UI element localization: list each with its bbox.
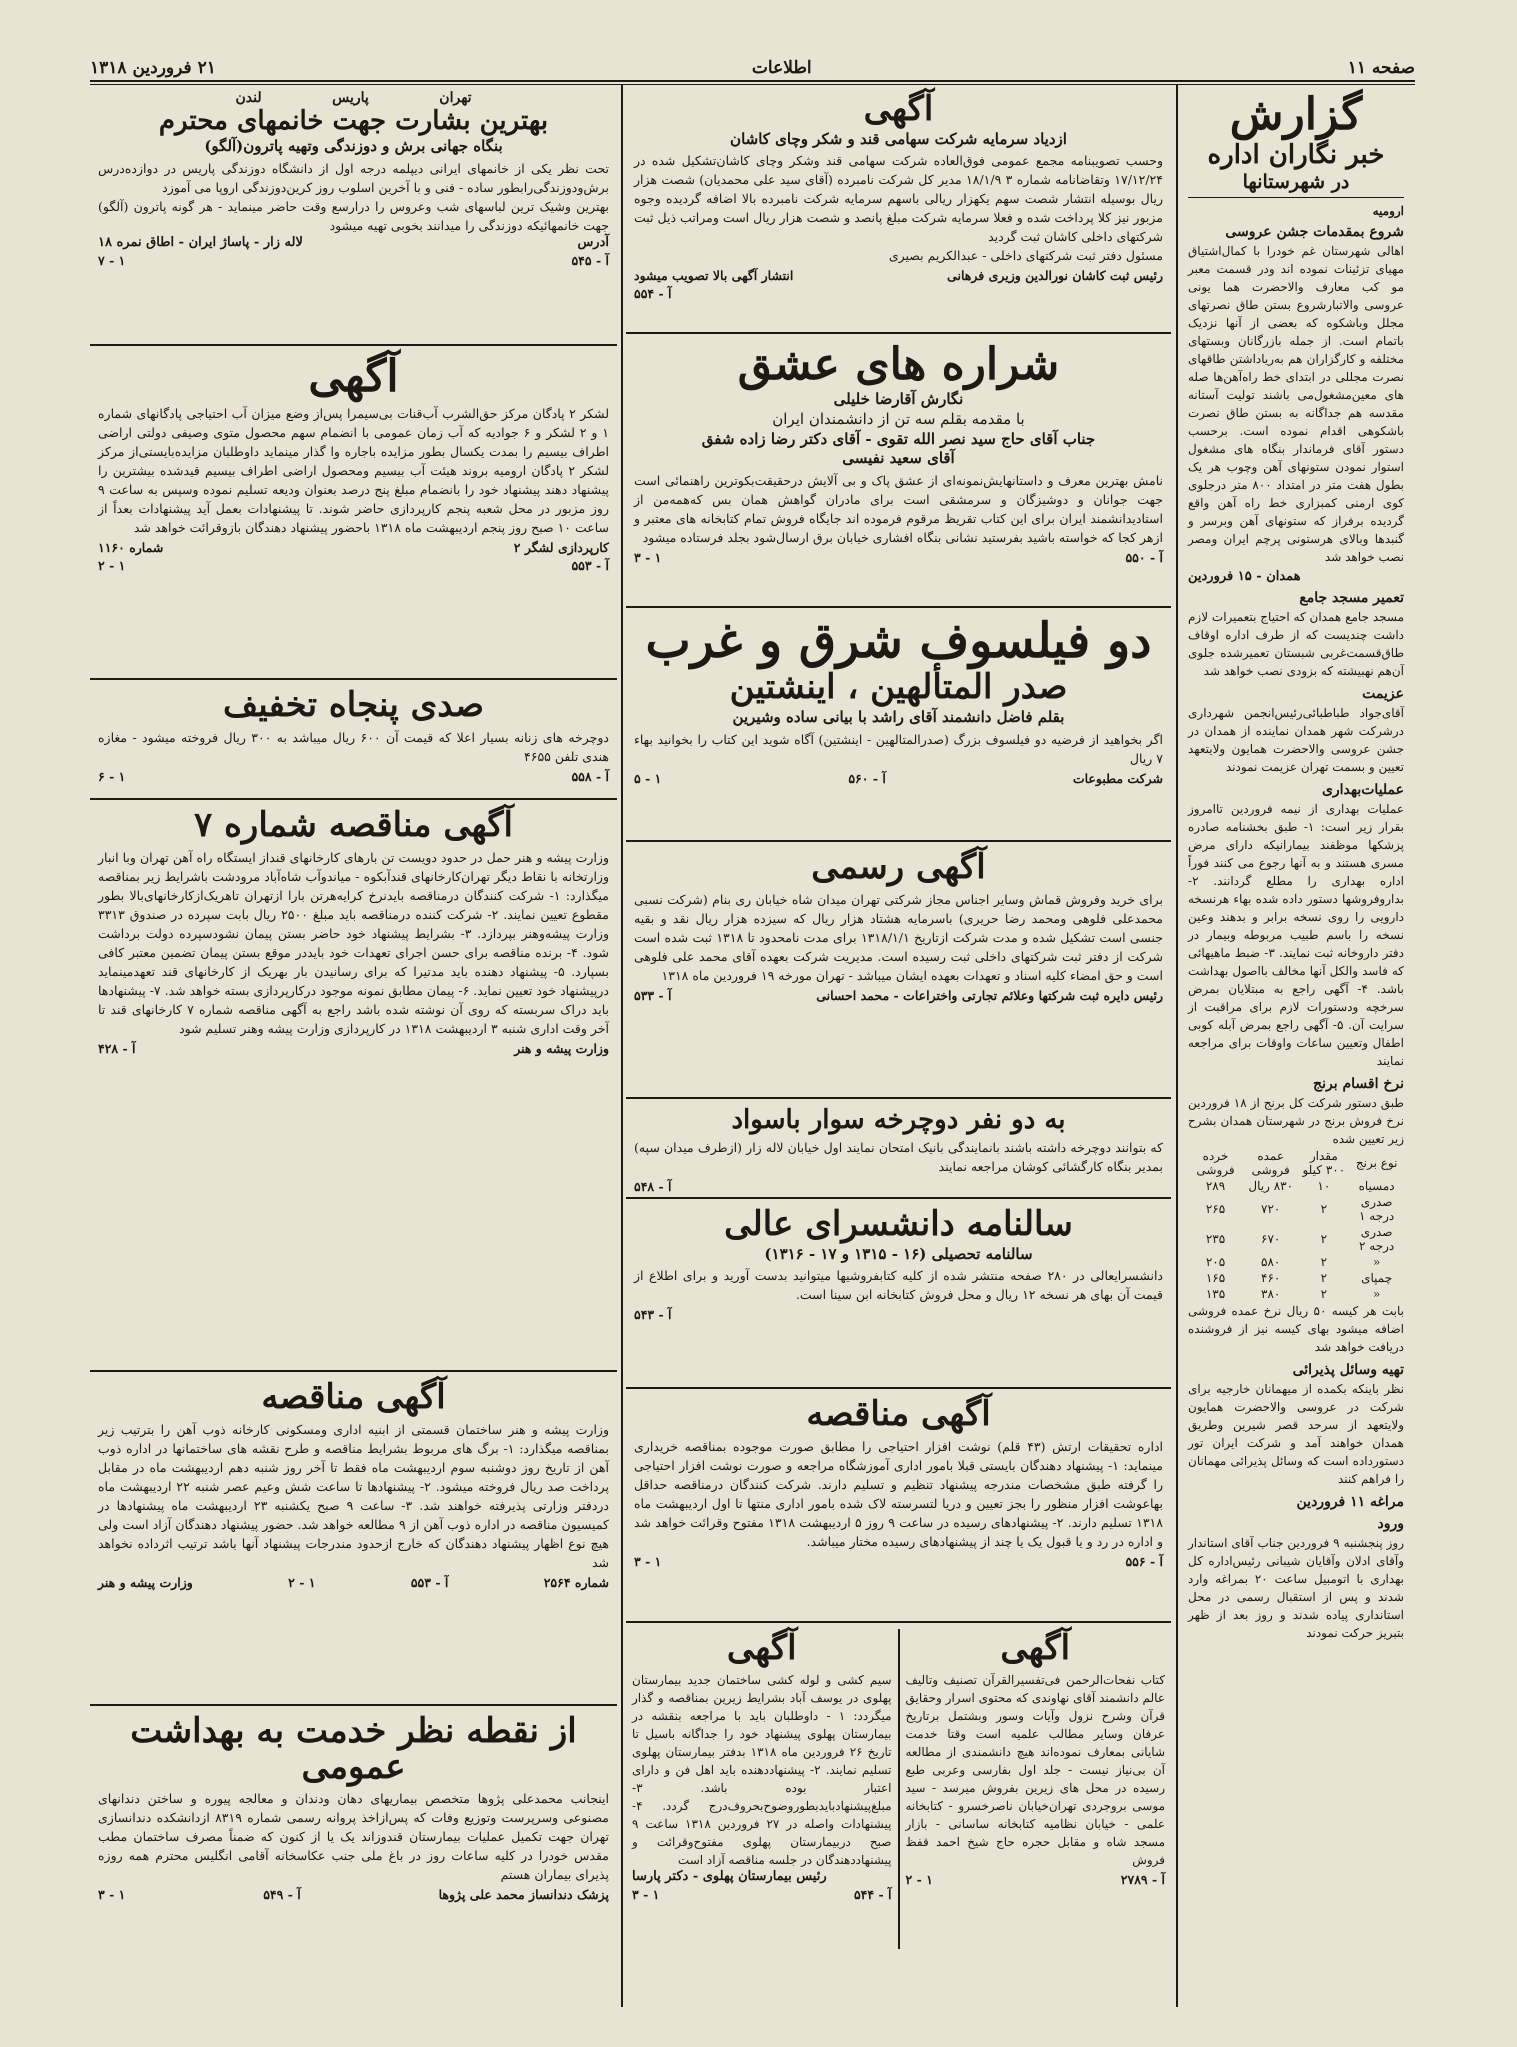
ad-body: لشکر ۲ پادگان مرکز حق‌الشرب آب‌قنات بی‌سیمرا پس‌از وضع میزان آب احتیاجی پادگانهای شماره ۱ و ۲ لشکر و ۶ جوادیه که آب زمان عمومی با انضمام سهم محصول متوی وصیفی دولتی اراضی اطراف بیسیم را بمدت یکسال بطور مزایده باجاره وا گذار مینماید داوطلبان مزایده‌بایستی‌از مرکز لشکر ۲ پادگان ارومیه بروند هیئت آب بیسیم ومحصول اراضی اطراف بیسیم قیدشده بیشترین را پیشنهاد دهند پیشنهاد خود را بانضمام مبلغ پنج درصد بعنوان ودیعه تسلیم نموده وسپس به ساعت ۹ روز مزبور در محل شعبه پنجم کارپردازی حاضر شوند. تا پیشنهادات بعمل آید پیشنهادات بعداً از ساعت ۱۰ صبح روز پنجم اردیبهشت ماه ۱۳۱۸ باحضور پیشنهاد دهندگان بازوقرائت خواهد شد [98,406,610,536]
ad-code: آ - ۵۴۵ [571,253,609,269]
location-tag: ارومیه [1372,204,1404,219]
ad-codes [632,1887,892,1902]
address: لاله زار - پاساژ ایران - اطاق نمره ۱۸ [98,235,303,251]
table-cell: ۶۷۰ [1261,1232,1281,1247]
table-cell: « [1372,1287,1381,1302]
table-cell: ۱۳۵ [1205,1287,1226,1302]
ad-code: آ - ۵۴۸ [634,1179,672,1195]
bottom-split [626,1623,1171,1949]
page-label: صفحه ۱۱ [1347,58,1415,78]
ad-code-2: ۱ - ۳ [632,1886,660,1902]
report-title: گزارش [1229,89,1363,140]
ad-body: دانشسرایعالی در ۲۸۰ صفحه منتشر شده از کلیه کتابفروشیها میتوانید بدست آورید و برای اطلاع از قیمت آن بهای هر نسخه ۱۲ ریال و محل فروش کتابخانه ابن سینا است. [634,1268,1163,1303]
ad-code: آ - ۵۵۰ [1125,550,1163,566]
army-tender-ad [626,1389,1171,1623]
ad-signature: رئیس ثبت کاشان نورالدین وزیری فرهانی [947,268,1163,284]
ad-codes [634,1554,1163,1569]
ad-body: سیم کشی و لوله کشی ساختمان جدید بیمارستان پهلوی در یوسف آباد بشرایط زیرین بمناقصه و گذار میگردد: ۱ - داوطلبان باید با مراجعه بنقشه در بیمارستان پهلوی پیشنهاد خود را جداگانه باسیل تا تاریخ ۲۶ فروردین ماه ۱۳۱۸ بدفتر بیمارستان پهلوی تسلیم نمایند. ۲- پیشنهاددهنده باید اهل فن و دارای اعتبار بوده باشد. ۳- مبلغ‌پیشنهادباید‌بطوروضوح‌بحروف‌درج گردد. ۴- پیشنهادات واصله در ۲۷ فروردین ۱۳۱۸ ساعت ۹ صبح دربیمارستان پهلوی مفتوح‌وقرائت و پیشنهاددهندگان در جلسه مناقصه آزاد است [632,1672,892,1867]
ad-body: کتاب نفحات‌الرحمن فی‌تفسیرالقرآن تصنیف وتالیف عالم دانشمند آقای نهاوندی که محتوی اسرار وحقایق قرآن وشرح نزول وآیات وسور وبشتمل برتاریخ عرفان وسایر مطالب علمیه است وقتا خدمت شایانی بمعارف نموده‌اند هیچ دانشمندی از مطالعه آن بی‌نیاز نیست - جلد اول بفارسی وعربی طبع رسیده در محل های زیرین بفروش میرسد - سید موسی بروجردی تهران‌خیابان ناصرخسرو - کتابخانه علمی - خیابان نظامیه کتابخانه ساسانی - بازار مسجد شاه و مقابل حجره حاج شیخ احمد قفظ فروش [905,1672,1165,1867]
report-section [1180,84,1412,1646]
hamadan-dateline: همدان - ۱۵ فروردین [1188,569,1301,585]
ad-footer [634,988,1163,1003]
city-name: لندن [235,90,262,106]
city-name: تهران [439,90,472,106]
ad-body: نامش بهترین معرف و داستانهایش‌نمونه‌ای از عشق پاک و بی آلایش درحقیقت‌بکوترین راهنمائی است جهت جوانان و دوشیزگان و سرمشقی است برای مادران گواهش همان بس که‌همه‌من از استادیدانشمند ایران برای این کتاب تقریظ مرقوم فرموده اند جا‌یگاه فروش تمام کتابخانه های معتبر و ازهر کجا که خواسته باشید بفرستید نشانی بنگاه افشاری خیابان برق ارسال‌شود بجلد فرستاده میشود [634,473,1163,546]
table-cell: ۱۰ [1317,1179,1331,1194]
table-row [1188,1270,1404,1286]
ad-codes [634,550,1163,565]
table-cell: ۲۸۹ [1205,1179,1226,1194]
ad-code: آ - ۵۴۴ [853,1886,892,1902]
tandem-bicycle-ad [626,1099,1171,1199]
departure-text: آقای‌جواد طباطبائی‌رئیس‌انجمن شهرداری درشرکت شهر همدان نماینده از همدان در جشن عروسی والاحضرت همایون ولایتعهد تعیین و بسمت تهران عزیمت نمودند [1188,706,1404,775]
ad-code-2: ۱ - ۲ [905,1871,933,1887]
ad-code: آ - ۵۵۴ [634,286,672,302]
yearbook-ad [626,1199,1171,1389]
ad-codes [634,1179,1163,1194]
ad-code: آ - ۴۲۸ [98,1040,136,1056]
address-line [98,235,609,250]
ad-title: شراره های عشق [737,339,1060,390]
ad-title: صدی پنجاه تخفیف [223,685,484,725]
health-heading: عملیات‌بهداری [1321,782,1404,799]
rice-text: طبق دستور شرکت کل برنج از ۱۸ فروردین نرخ فروش برنج در شهرستان همدان بشرح زیر تعیین شده [1188,1096,1404,1147]
tailoring-ad [90,84,617,346]
two-philosophers-ad [626,608,1171,842]
ad-code: آ - ۵۵۶ [1125,1553,1163,1569]
ad-code: آ - ۵۵۳ [571,558,609,574]
ad-title: آگهی مناقصه [806,1394,991,1434]
paper-name: اطلاعات [751,58,812,78]
ad-code-2: ۱ - ۳ [634,1553,662,1569]
ad-codes [634,286,1163,301]
ad-body: تحت نظر یکی از خانمهای ایرانی دیپلمه درجه اول از دانشگاه دوزندگی پاریس در دوازده‌درس برش‌ودوزندگی‌را‌بطور ساده - فنی و با آخرین اسلوب روز کرین‌دوزندگی اروپا می آموزد [98,161,609,196]
ad-body: برای خرید وفروش قماش وسایر اجناس مجاز شرکتی تهران میدان شاه خیابان ری بنام (شرکت نسبی محمدعلی فلوهی ومحمد رضا حریری) باسرمایه هشتاد هزار ریال که سیزده هزار ریال نقد و بقیه جنسی است تشکیل شده و مدت شرکت ازتاریخ ۱۳۱۸/۱/۱ برای مدت نامحدود تا ۱۳۱۸ ثبت شده است شرکت از دفتر ثبت شرکتهای داخلی ثبت رسیده است. مدیریت شرکت بعهده آقای محمد علی فلوهی است و حق امضاء کلیه اسناد و تعهدات بعهده ایشان میباشد - تهران مورخه ۱۹ فروردین ماه ۱۳۱۸ [634,891,1163,983]
ad-number: شماره ۱۱۶۰ [98,540,164,556]
table-row [1188,1178,1404,1194]
ad-body: اینجانب محمدعلی پژوها متخصص بیماریهای دهان ودندان و معالجه پیوره و ساختن دندانهای مصنوعی وسرپرست وتوزیع وفات که پس‌ازاخذ پروانه رسمی شماره ۸۳۱۹ ازدانشکده دندانسازی تهران جهت تکمیل عملیات بیمارستان قندوزاند یک یا از کنون که ضمناً مصرف ساختمان مطب مقدس خودرا در کلیه ساعات روز در باغ ملی جنب عکاسخانه آقامی انگلیس محترم همه روزه پذیرای بیماران هستم [98,1791,609,1883]
discount-ad [90,680,617,800]
ad-subtitle: ازدیاد سرمایه شرکت سهامی قند و شکر وچای کاشان [730,129,1067,148]
maragheh-heading: مراغه ۱۱ فروردین [1296,1494,1404,1511]
health-text: عملیات بهداری از نیمه فروردین تاامروز بقرار زیر است: ۱- طبق بخشنامه صادره پزشکها موظفند بیمارانیکه دارای مرض مسری هستند و به آنها رجوع می کنند فوراً اداره بهداری را مطلع گردانند. ۲- بداروفروشها دستور داده شده بهاء هرنسخه دارویی را روی نسخه برابر و بدهند وعین نسخه را باسم طبیب مربوطه وبیمار در دفتر داروخانه ثبت نمایند. ۳- ضبط ماهیهائی که فاسد والکل آنها مخالف بااصول بهداشت باشد. ۴- آگهی راجع به مبتلایان بمرض سرخچه ودستورات لازم برای مراقبت از سرایت آن. ۵- آگهی راجع بمرض آبله کوبی اطفال وتعیین ساعات واوقات برای مراجعه نمایند [1188,802,1404,1069]
table-cell: چمپای [1361,1271,1393,1286]
middle-column [626,84,1171,2017]
column-divider [1176,84,1178,2007]
ad-title: دو فیلسوف شرق و غرب [645,613,1152,669]
cities-line [200,90,507,106]
table-cell: صدری درجه ۱ [1359,1195,1395,1224]
ad-code: آ - ۲۷۸۹ [1120,1871,1165,1887]
city-name: پاریس [332,90,369,106]
table-row [1188,1224,1404,1254]
ad-title: آگهی [308,351,399,402]
table-cell: ۲۰۵ [1205,1255,1226,1270]
table-header: نوع برنج [1355,1156,1398,1171]
ad-code-2: ۱ - ۷ [98,253,126,269]
table-cell: ۸۳۰ ریال [1248,1179,1294,1194]
wedding-text: اهالی شهرستان غم خودرا با کمال‌اشتیاق مهیای تزئینات نموده اند ودر قسمت معبر مو کب معارف والاحضرت هما یونی عروسی والاتبارشروع بستن طاق نصرتهای مجلل وباشکوه که بعضی از آنها نزدیک باتمام است. از جمله بازرگانان وبستهای مختلفه و کارگزاران هم به‌ریاداشتن طاقهای نصرت مجللی در ابتدای خط راه‌آهن‌ها صله های معین‌مشغول‌می باشند تولیت آستانه مقدسه هم جداگانه به بستن طاق نصرت باشکوهی اقدام نموده است. برحسب دستور آقای فرماندار بنگاه های مشغول استوار نمودن ستونهای آهن وچوب هر یک بطول هفت متر در امتداد ۸۰۰ متر درجلوی کوی ارمنی کمبزاری خط راه آهن واقع گردیده برفراز که ستونهای آهن وبرسر و گنبدها وبالای هرستونی پرچم ایران ومصر نصب خواهد شد [1188,244,1404,565]
table-row [1188,1254,1404,1270]
ad-title: آگهی [863,89,934,129]
ad-title: آگهی رسمی [811,847,986,887]
building-tender-ad [90,1372,617,1706]
ad-codes [98,558,609,573]
report-subtitle-2: در شهرستانها [1188,173,1404,198]
ad-code: آ - ۵۶۰ [848,770,886,786]
ad-title: بهترین بشارت جهت خانمهای محترم [158,106,549,136]
ad-footer [634,771,1163,786]
ad-body: دوچرخه های زنانه بسیار اعلا که قیمت آن ۶۰۰ ریال میباشد به ۳۰۰ ریال فروخته میشود - مغازه هندی تلفن ۴۶۵۵ [98,729,609,764]
masthead [90,58,1415,78]
ad-number: شماره ۲۵۶۴ [543,1574,609,1590]
ad-code: آ - ۵۳۳ [634,987,672,1003]
table-cell: ۵۸۰ [1261,1255,1281,1270]
rice-note: بابت هر کیسه ۵۰ ریال نرخ عمده فروشی اضافه میشود بهای کیسه نیز از فروشنده دریافت خواهد شد [1188,1304,1404,1355]
ad-title: به دو نفر دوچرخه سوار باسواد [731,1105,1066,1135]
ad-author: بقلم فاضل دانشمند آقای راشد با بیانی ساده وشیرین [732,708,1065,727]
ad-signature: پزشک دندانساز محمد علی پژوها [438,1887,609,1903]
mosque-heading: تعمیر مسجد جامع [1299,590,1404,607]
guests-heading: تهیه وسائل پذیرائی [1292,1362,1404,1379]
ad-footer [98,540,609,555]
ad-intro: با مقدمه بقلم سه تن از دانشمندان ایران [772,409,1025,428]
ad-body: اداره تحقیقات ارتش (۴۳ قلم) نوشت افزار احتیاجی را مطابق صورت موجوده بمناقصه خریداری مینماید: ۱- پیشنهاد دهندگان بایستی قبلا بامور اداری آموزشگاه مراجعه و صورت نوشت افزار احتیاجی را گرفته طبق مشخصات مندرجه پیشنهاد تنظیم و تسلیم دارند. شرکت کنندگان درمناقصه حداقل بهاعوشت افزار منظور را بجز تعیین و دریا لتسرسته لاک شده بامور اداری منتها تا اول اردیبهشت ماه ۱۳۱۸ تسلیم دارند. ۲- پیشنهادهای رسیده در ساعت ۹ روز ۵ اردیبهشت ۱۳۱۸ مفتوح وقرائت خواهد شد و اداره در رد و یا قبول یک یا چند از پیشنهادهای رسیده مختار میباشد. [634,1438,1163,1549]
ad-body: اگر بخواهید از فرضیه دو فیلسوف بزرگ (صدرالمتالهین - اینشتین) آگاه شوید این کتاب را بخوانید بهاء ۷ ریال [634,731,1163,766]
rice-price-table [1188,1148,1404,1302]
ad-author: نگارش آقارضا خلیلی [833,390,964,409]
departure-heading: عزیمت [1362,686,1404,703]
ad-signature: وزارت پیشه و هنر [98,1574,193,1590]
wedding-heading: شروع بمقدمات جشن عروسی [1225,224,1404,241]
table-row [1188,1194,1404,1224]
table-cell: ۲ [1320,1202,1328,1217]
arrival-heading: ورود [1377,1516,1404,1533]
issue-date: ۲۱ فروردین ۱۳۱۸ [90,58,216,78]
ad-body: وزارت پیشه و هنر حمل در حدود دویست تن بارهای کارخانهای قنداز ایستگاه راه آهن تهران وبا انبار وزارتخانه با نقاط دیگر تهران‌کارخانهای قند‌آبکوه - میاندوآب شاه‌آباد مرودشت باشرایط زیر بمناقصه میگذارد: ۱- شرکت کنندگان درمناقصه بایدنرخ کرایه‌هرتن بارا ازتهران تاهریک‌ازکارخانهای‌بالا بطور مقطوع تعیین نمایند. ۲- شرکت کننده درمناقصه باید مبلغ ۲۵۰۰ ریال بابت سپرده در صندوق ۳۳۱۳ وزارت پیشه‌وهنر بپردازد. ۳- بشرایط پیشنهاد خود حاضر بستن پیمان نشودسپرده دولت برداشت شود. ۴- برنده مناقصه برای حسن اجرای تعهدات خود بایددر موقع بستن پیمان تضمین معتبر کافی بسپارد. ۵- پیشنهاد دهنده باید مدتیرا که برای رسانیدن بار بهریک از کارخانهای قند تعهدمینماید درپیشنهاد خود تعیین نماید. ۶- پیمان مطابق نمونه موجود درکارپردازی بسته خواهد شد. ۷- پیشنهادها باید دراک سربسته که روی آن نوشته شده باشد راجع به آگهی مناقصه شماره ۷ کارخانهای قند تا آخر وقت اداری شنبه ۳ اردیبهشت ۱۳۱۸ در کارپردازی وزارت پیشه وهنر تسلیم شود [98,849,610,1036]
ad-subtitle: بنگاه جهانی برش و دوزندگی وتهیه پاترون(آلگو) [204,137,503,156]
table-cell: ۲۶۵ [1205,1202,1226,1217]
rice-heading: نرخ اقسام برنج [1313,1076,1404,1093]
ad-body: وزارت پیشه و هنر ساختمان قسمتی از ابنیه اداری ومسکونی کارخانه ذوب آهن را بترتیب زیر بمناقصه میگذارد: ۱- برگ های مربوط بشرایط مناقصه و طرح نقشه های ساختمانها در اداره ذوب آهن از تاریخ روز دوشنبه سوم اردیبهشت ماه فقط تا آخر روز شنبه دهم اردیبهشت ماه در مقابل پرداخت صد ریال فروخته میشود. ۲- پیشنهادها تا ساعت شش وعیم عصر شنبه ۲۲ اردیبهشت ماه دردفتر وزارتی پذیرفته خواهند شد. ۳- ساعت ۹ صبح یکشنبه ۲۳ اردیبهشت ماه پیشنهادها در کمیسیون مناقصه در اداره ذوب آهن از ۹ مطالعه خواهد شد. حضور پیشنهاد دهندگان آزاد است ولی هیچ نوع اظهار پیشنهاد دهندگان که خارج ازحدود مندرجات پیشنهاد آنها باشد ترتیب اثرداده نخواهد شد [98,1421,610,1570]
table-row [1188,1286,1404,1302]
ad-title: سالنامه دانشسرای عالی [724,1204,1073,1244]
table-cell: ۳۸۰ [1261,1287,1281,1302]
ad-title: آگهی [726,1628,797,1668]
ad-publisher: شرکت مطبوعات [1072,770,1163,786]
guests-text: نظر باینکه بکمده از میهمانان خارجیه برای شرکت در عروسی والاحضرت همایون ولایتعهد از سرحد قصر شیرین وطریق همدان خواهند آمد و شرکت ایران تور دستورداده است که وسائل پذیرائی مهمانان را فراهم کنند [1188,1382,1404,1487]
ad-body: که بتوانند دوچرخه داشته باشند بانمایندگی بانیک امتحان نمایند اول خیابان لاله زار (ازطرف میدان سپه) بمدیر بنگاه کارگشائی کوشان مراجعه نمایند [634,1140,1163,1175]
address-label: آدرس [577,235,609,251]
table-cell: صدری درجه ۲ [1359,1225,1395,1254]
ad-title: آگهی مناقصه شماره ۷ [194,805,513,845]
ad-code: آ - ۵۴۳ [634,1307,672,1323]
ad-subtitle: صدر المتألهین ، اینشتین [729,667,1068,708]
sparks-of-love-ad [626,334,1171,608]
ad-footer [98,1041,609,1056]
ad-code-2: ۱ - ۶ [98,768,126,784]
mosque-text: مسجد جامع همدان که احتیاج بتعمیرات لازم داشت چندیست که از طرف اداره اوقاف طاق‌قسمت‌غربی شبستان تعمیرشده جلوی آن‌هم نهبیشته که بزودی نصب خواهد شد [1188,610,1404,679]
ad-years: سالنامه تحصیلی (۱۶ - ۱۳۱۵ و ۱۷ - ۱۳۱۶) [764,1244,1033,1263]
table-cell: ۷۲۰ [1261,1202,1281,1217]
ad-footer [634,268,1163,283]
table-cell: ۲۳۵ [1205,1232,1226,1247]
ad-title: آگهی [1000,1628,1071,1668]
arrival-text: روز پنجشنبه ۹ فروردین جناب آقای استاندار وآقای ادلان وآقایان شیبانی رئیس‌اداره کل بهداری با اتومبیل ساعت ۲۰ بمراغه وارد شدند و پس از استقبال رسمی در محل استانداری پیاده شدند و روز بعد از ظهر بتبریز حرکت نمودند [1188,1536,1405,1641]
ad-title: آگهی مناقصه [261,1377,446,1417]
ad-body-2: بهترین وشیک ترین لباسهای شب وعروس را درارسع وقت حاضر مینماید - هر گونه پاترون (آلگو) جهت خانمهائیکه دوزندگی را میدانند بخوبی تهیه میشود [98,199,610,234]
ad-footer [98,1887,609,1902]
ad-codes [906,1872,1166,1887]
ad-names-2: آقای سعید نفیسی [842,449,955,468]
report-column [1180,84,1412,2017]
army-water-ad [90,346,617,680]
ad-note: انتشار آگهی بالا تصویب میشود [634,268,794,284]
table-cell: ۲ [1320,1232,1328,1247]
table-cell: ۲ [1320,1287,1328,1302]
report-subtitle: خبر نگاران اداره [1207,140,1385,171]
ad-code: آ - ۵۴۹ [263,1887,301,1903]
left-column [90,84,617,2017]
ad-code: آ - ۵۵۳ [410,1574,449,1590]
ad-code-2: ۱ - ۳ [98,1887,126,1903]
table-header: مقدار ۳۰۰ کیلو [1302,1149,1346,1178]
table-cell: ۴۶۰ [1261,1271,1281,1286]
ad-code: آ - ۵۵۸ [571,768,609,784]
ad-body: وحسب تصویبنامه مجمع عمومی فوق‌العاده شرکت سهامی قند وشکر وچای کاشان‌تشکیل شده در ۱۷/۱۲/۲۴ وتقاضانامه شماره ۳ ۱۸/۱/۹ مدیر کل شرکت نامبرده (آقای سید علی محمدیان) شصت هزار ریال بوسیله انتشار شصت سهم یکهزار ریالی باسهم سرمایه شرکت نامبرده بالا اضافه گردیده وجوه مزبور نیز کلا پرداخت شده و فعلا سرمایه شرکت مبلغ پانصد و شصت هزار ریال است ومراتب ذیل ثبت شرکتهای داخلی کاشان ثبت گردید [634,153,1163,245]
book-ad [900,1629,1172,1949]
dental-ad [90,1706,617,1906]
official-notice-ad [626,842,1171,1099]
ad-code-2: ۱ - ۲ [98,558,126,574]
ad-code-2: ۱ - ۵ [634,770,662,786]
ad-title: از نقطه نظر خدمت به بهداشت عمومی [130,1711,577,1787]
tender-7-ad [90,800,617,1372]
ad-code-2: ۱ - ۲ [288,1574,316,1590]
ad-registrar: مسئول دفتر ثبت شرکتهای داخلی - عبدالکریم بصیری [888,248,1163,264]
table-header: خرده فروشی [1196,1149,1235,1178]
ad-codes [98,253,609,268]
ad-codes [98,769,609,784]
table-cell: ۱۶۵ [1205,1271,1226,1286]
ad-footer [98,1575,609,1590]
table-cell: دمسیاه [1358,1179,1395,1194]
ad-signature: وزارت پیشه و هنر [514,1040,609,1056]
ad-codes [634,1307,1163,1322]
ad-signature: کارپردازی لشگر ۲ [513,540,609,556]
sugar-company-ad [626,84,1171,334]
table-cell: ۲ [1320,1255,1328,1270]
ad-signature: رئیس دایره ثبت شرکتها وعلائم تجارتی واختراعات - محمد احسانی [816,987,1163,1003]
table-cell: ۲ [1320,1271,1328,1286]
column-divider [621,84,623,2007]
ad-signature: رئیس بیمارستان پهلوی - دکتر پارسا [632,1868,827,1884]
table-header: عمده فروشی [1251,1149,1290,1178]
ad-names: جناب آقای حاج سید نصر الله تقوی - آقای دکتر رضا زاده شفق [701,429,1096,448]
table-header-row [1188,1148,1404,1178]
pahlavi-hospital-ad [626,1629,900,1949]
ad-code-2: ۱ - ۳ [634,550,662,566]
table-cell: « [1372,1255,1381,1270]
